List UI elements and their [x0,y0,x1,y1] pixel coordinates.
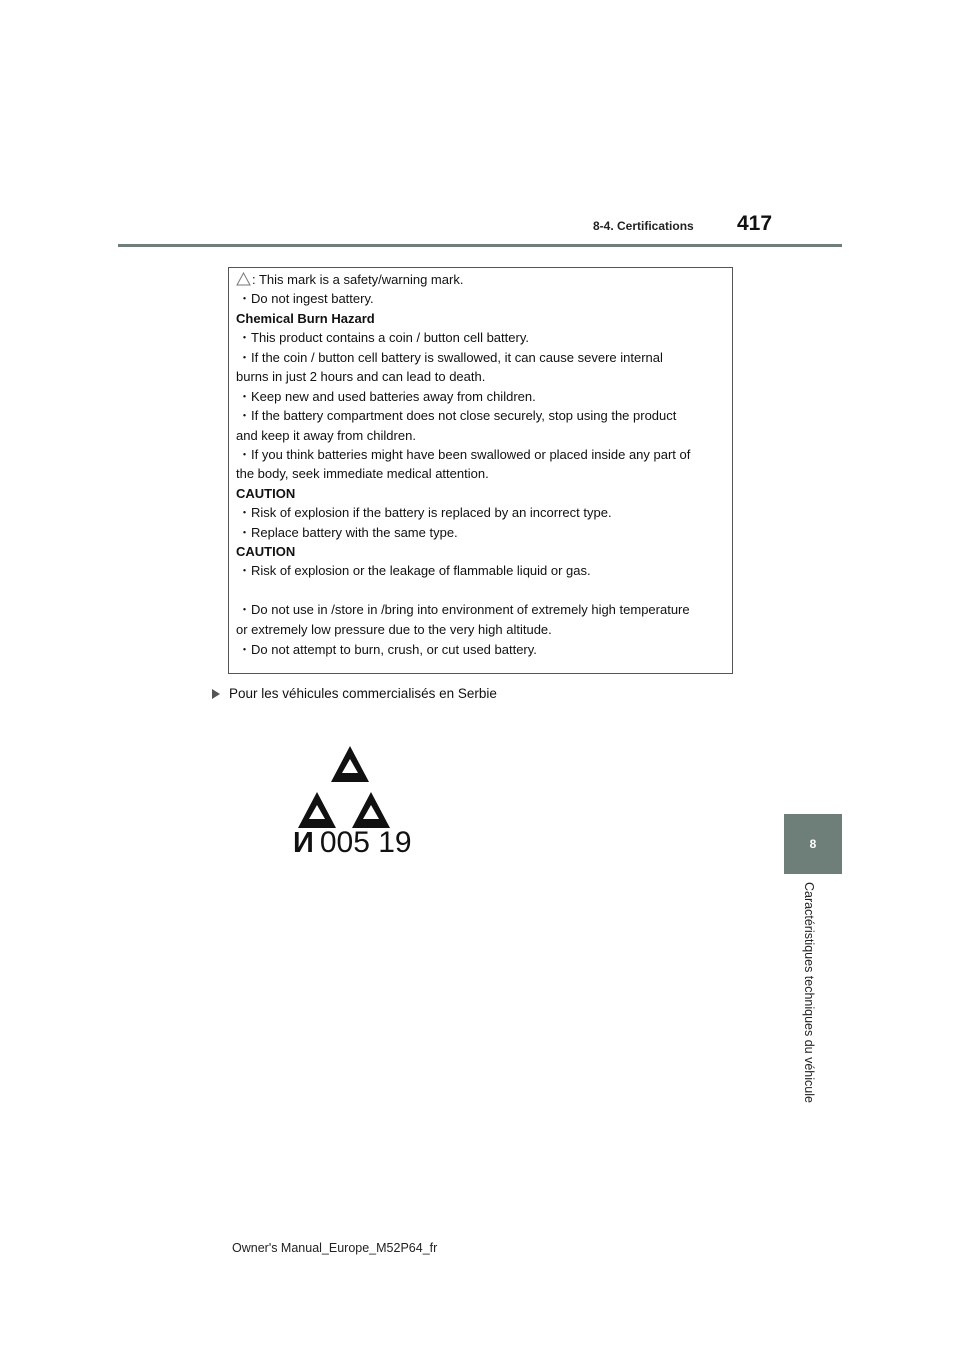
chapter-tab [784,814,842,874]
warning-line: ・Keep new and used batteries away from children. [238,389,536,404]
warning-line: burns in just 2 hours and can lead to death. [236,369,486,384]
chapter-number: 8 [809,837,817,851]
triangle-bullet-icon [212,689,220,699]
serbia-section-bullet [212,686,497,701]
battery-warning-box [228,267,733,674]
caution-heading: CAUTION [236,544,296,559]
warning-line: ・If the coin / button cell battery is swallowed, it can cause severe internal [238,350,663,365]
cyrillic-prefix: И [293,827,314,859]
bullet-text: Pour les véhicules commercialisés en Serbie [229,686,497,701]
warning-line: or extremely low pressure due to the very high altitude. [236,622,552,637]
warning-mark-line [236,272,463,288]
warning-line: ・If the battery compartment does not close securely, stop using the product [238,408,677,423]
warning-heading: Chemical Burn Hazard [236,311,375,326]
warning-line: ・Risk of explosion or the leakage of flammable liquid or gas. [238,563,591,578]
warning-line: and keep it away from children. [236,428,416,443]
warning-line: ・Do not ingest battery. [238,291,374,306]
header-rule [118,244,842,247]
footer-manual-id: Owner's Manual_Europe_M52P64_fr [232,1241,438,1255]
warning-line: ・This product contains a coin / button cell battery. [238,330,529,345]
warning-line: ・Do not attempt to burn, crush, or cut used battery. [238,642,537,657]
warning-line: ・Risk of explosion if the battery is replaced by an incorrect type. [238,505,612,520]
warning-line: the body, seek immediate medical attention. [236,466,489,481]
warning-triangle-icon [236,272,251,286]
certification-number: 005 19 [319,826,412,859]
section-header: 8-4. Certifications [593,219,694,233]
warning-line: ・Do not use in /store in /bring into environment of extremely high temperature [238,602,690,617]
warning-line: : This mark is a safety/warning mark. [252,272,464,287]
warning-line: ・If you think batteries might have been swallowed or placed inside any part of [238,447,691,462]
chapter-side-label: Caractéristiques techniques du véhicule [802,882,816,1103]
page-number: 417 [737,212,773,235]
caution-heading: CAUTION [236,486,296,501]
certification-code [293,826,412,860]
warning-line: ・Replace battery with the same type. [238,525,458,540]
